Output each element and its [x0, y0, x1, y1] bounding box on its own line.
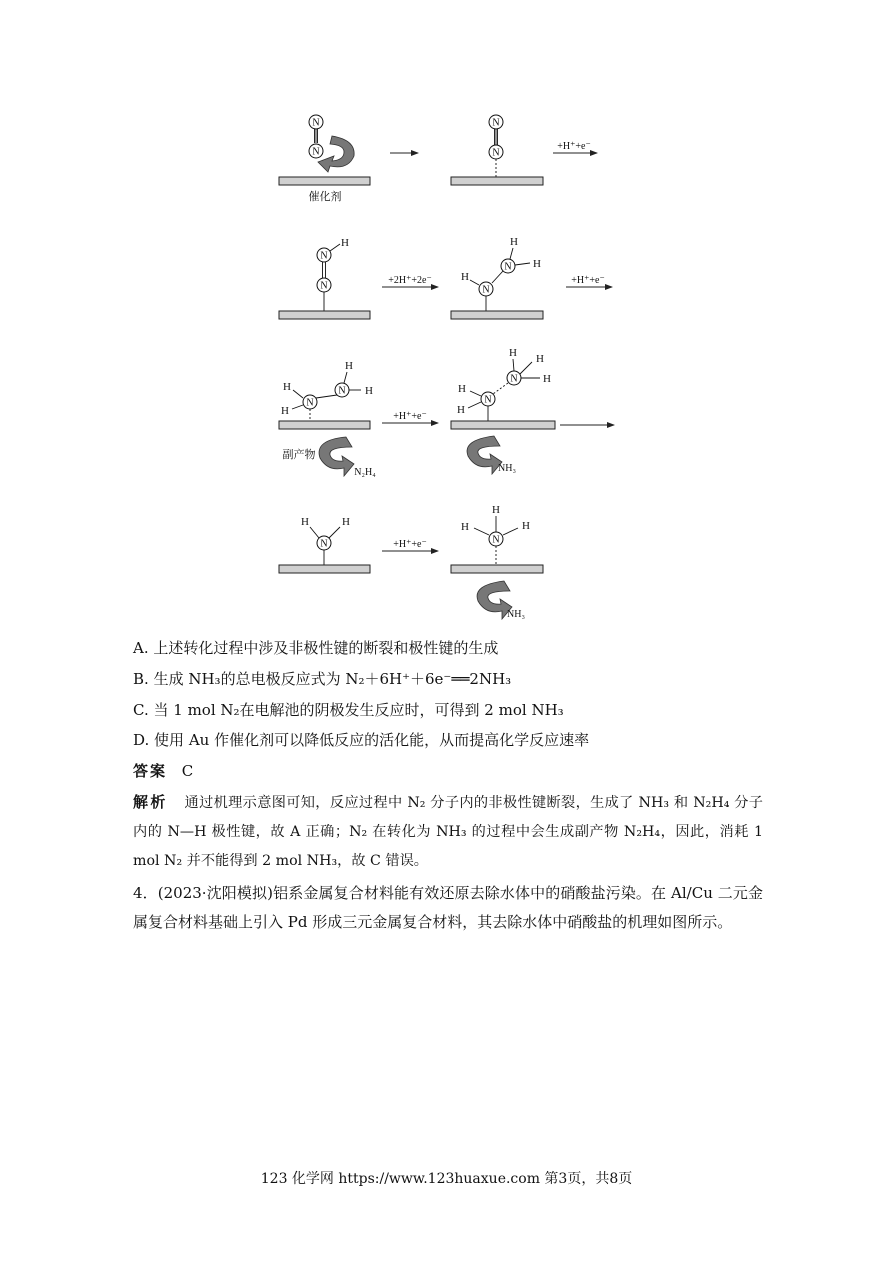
catalyst-surface	[451, 311, 543, 319]
atom-h: H	[345, 360, 353, 372]
atom-n: N	[320, 250, 328, 262]
panel-n2h3	[451, 236, 543, 319]
atom-h: H	[461, 271, 469, 283]
panel-n2-adsorbed	[451, 115, 543, 185]
option-b	[133, 669, 511, 689]
atom-n: N	[338, 385, 346, 397]
option-a	[133, 638, 498, 658]
panel-nh2	[279, 516, 370, 573]
atom-h: H	[533, 258, 541, 270]
atom-n: N	[492, 534, 500, 546]
atom-h: H	[342, 516, 350, 528]
atom-h: H	[461, 521, 469, 533]
atom-n: N	[312, 146, 320, 158]
analysis-label: 解析	[133, 793, 168, 811]
atom-n: N	[482, 284, 490, 296]
byproduct-formula: N₂H₄	[354, 467, 376, 478]
atom-h: H	[281, 405, 289, 417]
catalyst-surface	[279, 565, 370, 573]
page-footer: 123 化学网 https://www.123huaxue.com 第3页，共8页	[260, 1171, 633, 1187]
option-d-label: D.	[133, 731, 150, 749]
product-formula: NH₃	[498, 463, 516, 474]
catalyst-label: 催化剂	[308, 190, 342, 203]
atom-h: H	[458, 383, 466, 395]
catalyst-surface	[279, 311, 370, 319]
catalyst-surface	[451, 421, 555, 429]
panel-n2-approach	[279, 115, 370, 203]
atom-n: N	[492, 147, 500, 159]
desorption-arrow-icon	[467, 436, 502, 474]
option-b-label: B.	[133, 670, 149, 688]
answer-label: 答案	[133, 762, 168, 780]
desorption-arrow-icon	[319, 437, 354, 476]
option-a-label: A.	[133, 639, 149, 657]
atom-n: N	[312, 117, 320, 129]
atom-n: N	[510, 373, 518, 385]
atom-n: N	[492, 117, 500, 129]
atom-h: H	[522, 520, 530, 532]
atom-h: H	[365, 385, 373, 397]
catalyst-surface	[451, 177, 543, 185]
step-label: +H⁺+e⁻	[393, 539, 427, 550]
step-label: +H⁺+e⁻	[557, 141, 591, 152]
atom-h: H	[510, 236, 518, 248]
analysis-paragraph	[133, 788, 763, 876]
question-4: 4．(2023·沈阳模拟)铝系金属复合材料能有效还原去除水体中的硝酸盐污染。在 Al/Cu 二元金属复合材料基础上引入 Pd 形成三元金属复合材料，其去除水体中硝酸盐的机理如图所示。	[133, 884, 763, 931]
option-d	[133, 730, 589, 750]
product-formula: NH₃	[507, 609, 525, 620]
atom-n: N	[484, 394, 492, 406]
analysis-text: 通过机理示意图可知，反应过程中 N₂ 分子内的非极性键断裂，生成了 NH₃ 和 N₂H₄ 分子内的 N—H 极性键，故 A 正确；N₂ 在转化为 NH₃ 的过程中会生成副产物 N₂H₄，因此，消耗 1 mol N₂ 并不能得到 2 mol NH₃，故 C 错误。	[133, 795, 763, 869]
option-c	[133, 700, 564, 720]
atom-h: H	[457, 404, 465, 416]
step-label: +2H⁺+2e⁻	[388, 275, 432, 286]
answer-line	[133, 761, 193, 781]
atom-h: H	[283, 381, 291, 393]
catalyst-surface	[279, 177, 370, 185]
atom-n: N	[306, 397, 314, 409]
option-d-text: 使用 Au 作催化剂可以降低反应的活化能，从而提高化学反应速率	[154, 731, 590, 749]
answer-value: C	[181, 762, 194, 780]
adsorption-arrow-icon	[318, 136, 354, 172]
atom-n: N	[320, 280, 328, 292]
byproduct-label: 副产物	[282, 448, 316, 461]
atom-n: N	[504, 261, 512, 273]
option-a-text: 上述转化过程中涉及非极性键的断裂和极性键的生成	[153, 639, 499, 657]
catalyst-surface	[279, 421, 370, 429]
panel-nnh	[279, 237, 370, 319]
atom-h: H	[492, 504, 500, 516]
catalyst-surface	[451, 565, 543, 573]
atom-h: H	[341, 237, 349, 249]
option-b-text: 生成 NH₃的总电极反应式为 N₂＋6H⁺＋6e⁻══2NH₃	[153, 670, 512, 688]
panel-nh3-release	[451, 347, 555, 474]
step-label: +H⁺+e⁻	[571, 275, 605, 286]
atom-h: H	[301, 516, 309, 528]
step-label: +H⁺+e⁻	[393, 411, 427, 422]
option-c-label: C.	[133, 701, 149, 719]
atom-h: H	[536, 353, 544, 365]
atom-h: H	[543, 373, 551, 385]
panel-n2h4	[279, 360, 376, 478]
atom-h: H	[509, 347, 517, 359]
option-c-text: 当 1 mol N₂在电解池的阴极发生反应时，可得到 2 mol NH₃	[153, 701, 564, 719]
panel-nh3	[451, 504, 543, 620]
atom-n: N	[320, 538, 328, 550]
reaction-mechanism-diagram	[0, 0, 893, 630]
